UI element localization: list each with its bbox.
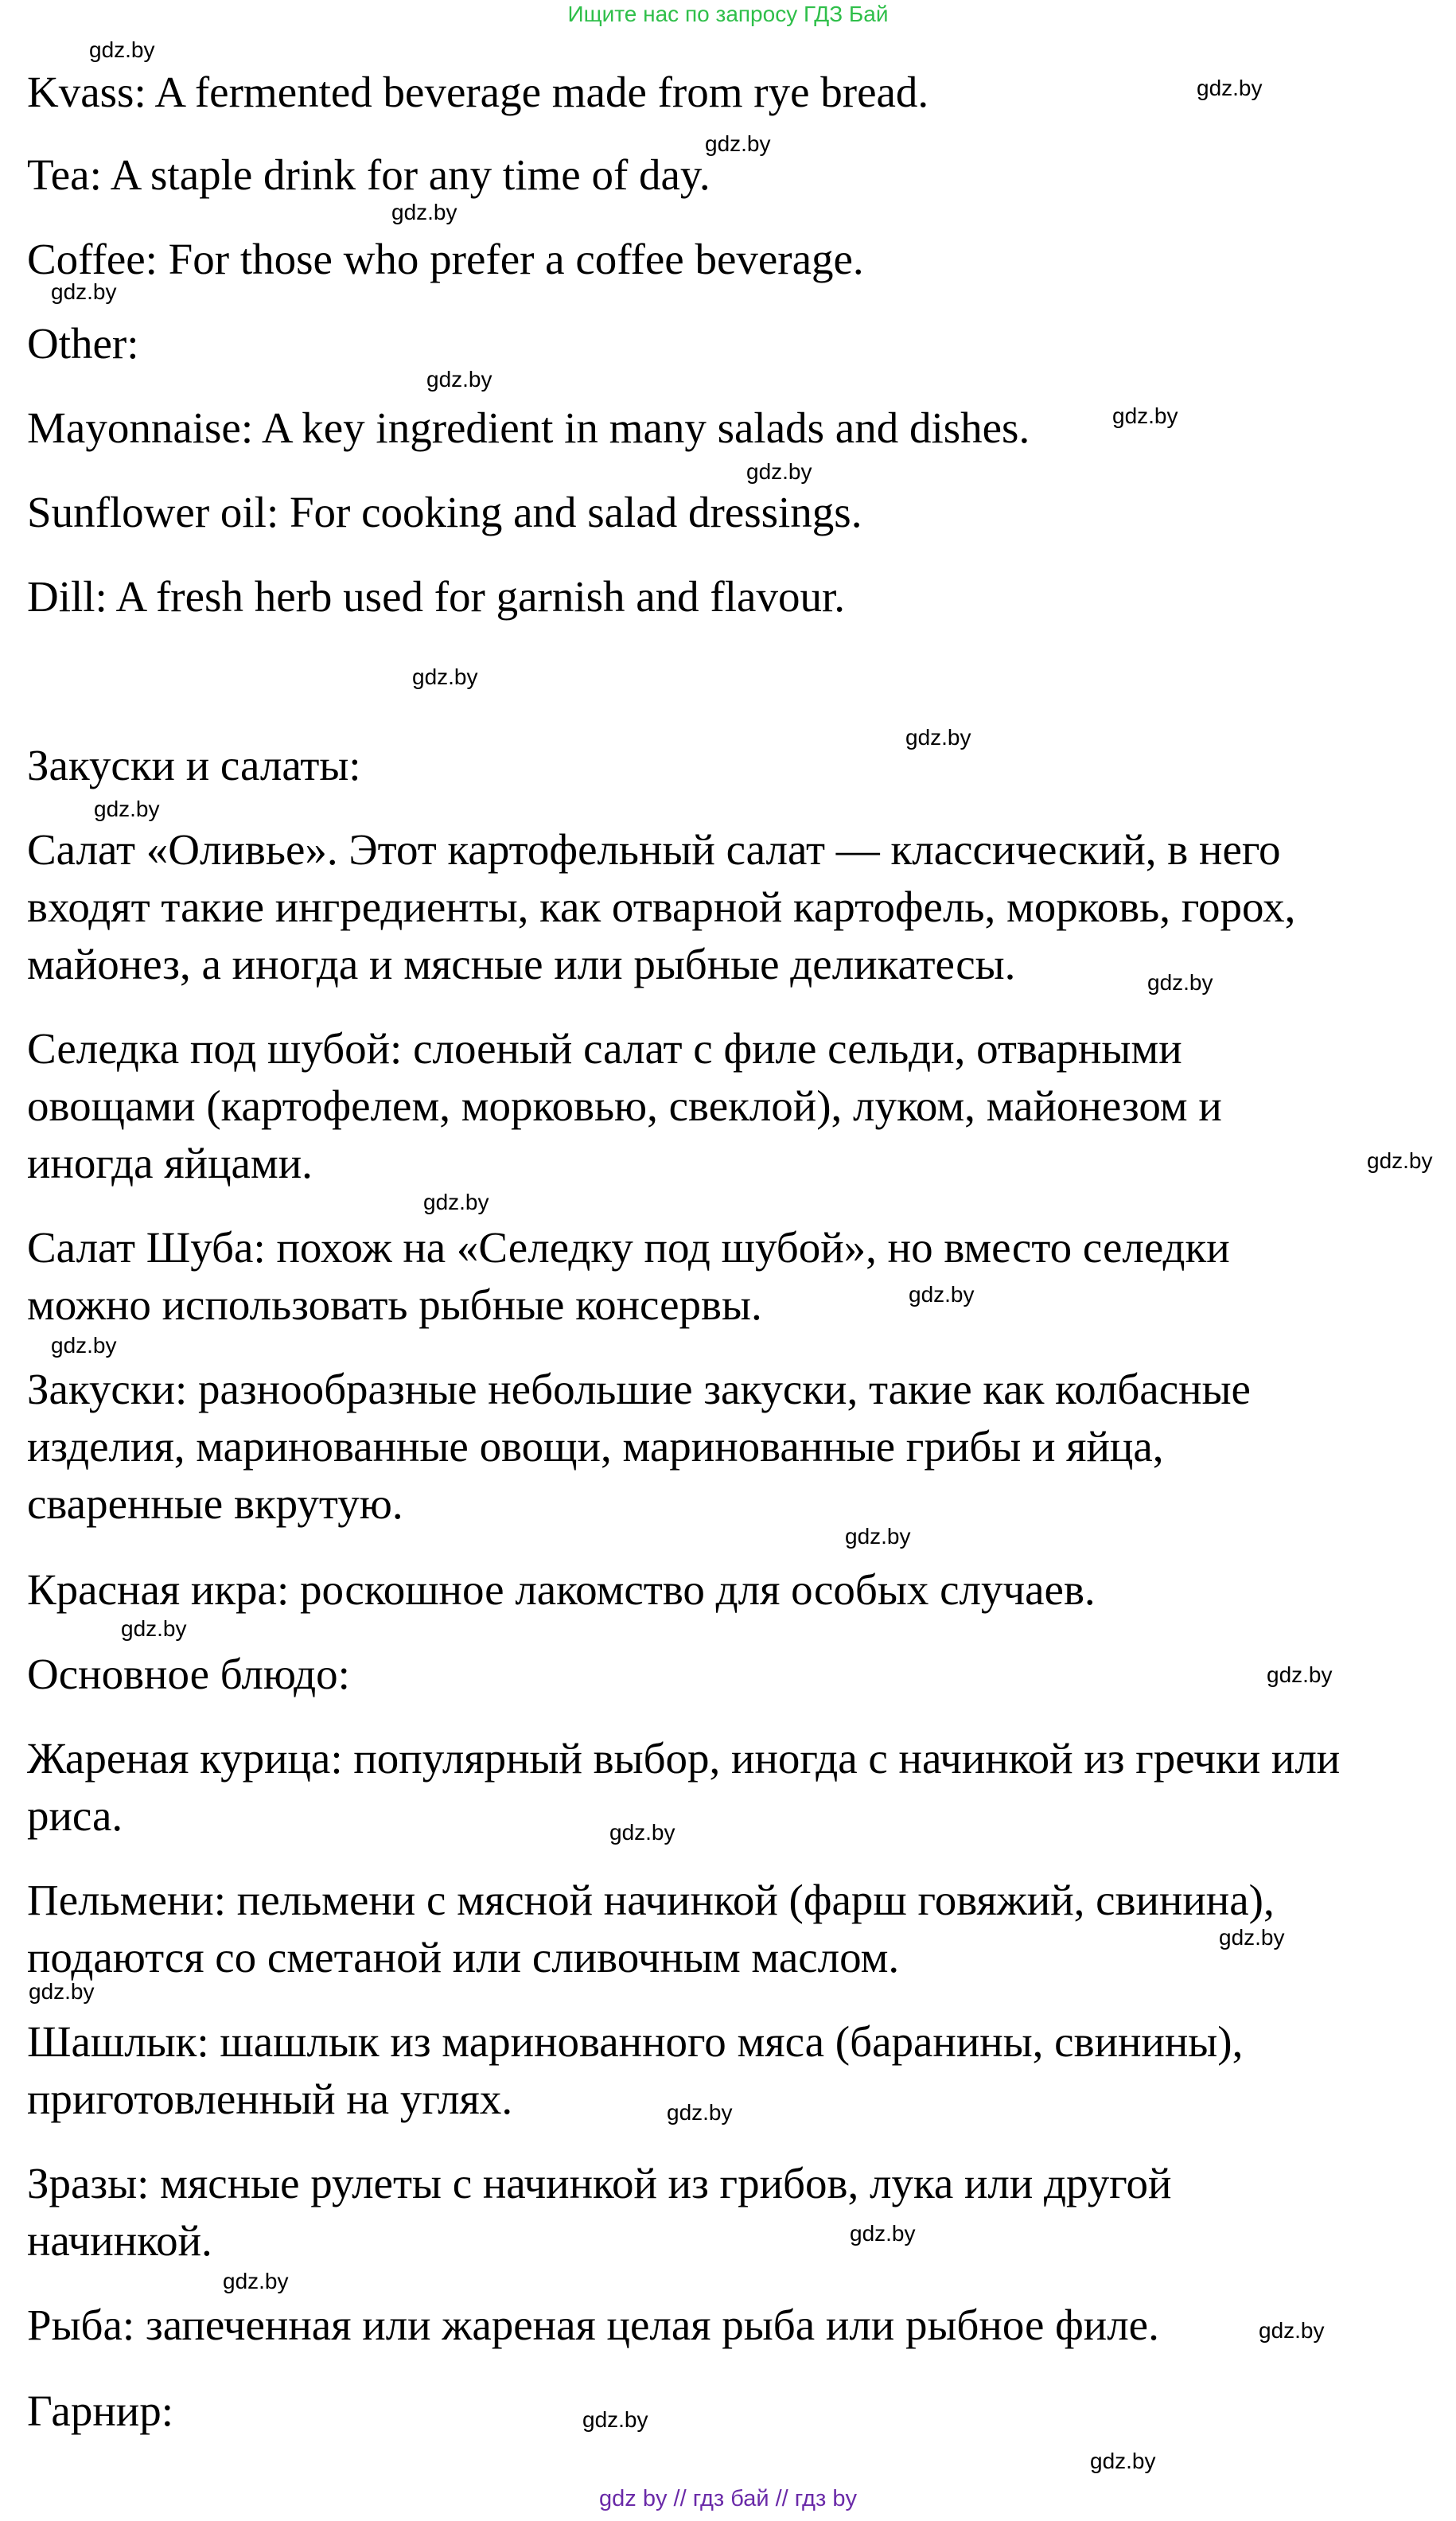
watermark: gdz.by — [1090, 2449, 1156, 2473]
watermark: gdz.by — [582, 2407, 648, 2432]
page-footer: gdz by // гдз бай // гдз by — [599, 2486, 857, 2511]
watermark: gdz.by — [909, 1282, 975, 1307]
watermark: gdz.by — [845, 1524, 911, 1549]
text-line: изделия, маринованные овощи, маринованные грибы и яйца, — [27, 1422, 1164, 1471]
section-heading: Основное блюдо: — [27, 1650, 350, 1698]
watermark: gdz.by — [609, 1820, 675, 1845]
watermark: gdz.by — [746, 459, 812, 484]
text-line: Шашлык: шашлык из маринованного мяса (баранины, свинины), — [27, 2017, 1244, 2066]
text-line: Закуски: разнообразные небольшие закуски, такие как колбасные — [27, 1365, 1251, 1413]
text-line: сваренные вкрутую. — [27, 1479, 403, 1528]
text-line: Пельмени: пельмени с мясной начинкой (фарш говяжий, свинина), — [27, 1876, 1275, 1924]
watermark: gdz.by — [51, 1333, 117, 1358]
text-line: Tea: A staple drink for any time of day. — [27, 150, 710, 199]
text-line: Mayonnaise: A key ingredient in many salads and dishes. — [27, 403, 1030, 452]
watermark: gdz.by — [667, 2100, 733, 2125]
text-line: Dill: A fresh herb used for garnish and flavour. — [27, 572, 845, 621]
watermark: gdz.by — [1219, 1925, 1285, 1950]
watermark: gdz.by — [905, 725, 971, 750]
section-heading: Закуски и салаты: — [27, 741, 361, 789]
text-line: Салат Шуба: похож на «Селедку под шубой», но вместо селедки — [27, 1223, 1230, 1272]
text-line: Other: — [27, 319, 139, 368]
watermark: gdz.by — [1197, 76, 1263, 100]
watermark: gdz.by — [1112, 403, 1178, 428]
watermark: gdz.by — [223, 2269, 289, 2293]
text-line: Рыба: запеченная или жареная целая рыба или рыбное филе. — [27, 2301, 1159, 2349]
watermark: gdz.by — [1259, 2318, 1325, 2343]
text-line: Жареная курица: популярный выбор, иногда с начинкой из гречки или — [27, 1734, 1341, 1783]
text-line: риса. — [27, 1791, 123, 1840]
page-header: Ищите нас по запросу ГДЗ Бай — [567, 2, 889, 26]
watermark: gdz.by — [89, 37, 155, 62]
text-line: майонез, а иногда и мясные или рыбные деликатесы. — [27, 940, 1016, 988]
text-line: можно использовать рыбные консервы. — [27, 1280, 762, 1329]
text-line: Coffee: For those who prefer a coffee beverage. — [27, 235, 864, 283]
text-line: Зразы: мясные рулеты с начинкой из грибов, лука или другой — [27, 2159, 1172, 2207]
text-line: иногда яйцами. — [27, 1139, 313, 1187]
watermark: gdz.by — [51, 279, 117, 304]
watermark: gdz.by — [1367, 1148, 1433, 1173]
watermark: gdz.by — [1267, 1662, 1333, 1687]
watermark: gdz.by — [29, 1979, 95, 2004]
text-line: Селедка под шубой: слоеный салат с филе сельди, отварными — [27, 1024, 1182, 1073]
text-line: подаются со сметаной или сливочным маслом. — [27, 1933, 900, 1981]
text-line: Sunflower oil: For cooking and salad dressings. — [27, 488, 862, 536]
watermark: gdz.by — [423, 1190, 489, 1214]
text-line: овощами (картофелем, морковью, свеклой), луком, майонезом и — [27, 1081, 1222, 1130]
text-line: входят такие ингредиенты, как отварной картофель, морковь, горох, — [27, 883, 1296, 931]
text-line: начинкой. — [27, 2216, 212, 2265]
watermark: gdz.by — [412, 664, 478, 689]
watermark: gdz.by — [121, 1616, 187, 1641]
text-line: Kvass: A fermented beverage made from rye bread. — [27, 68, 929, 116]
text-line: Салат «Оливье». Этот картофельный салат — классический, в него — [27, 825, 1281, 874]
text-line: Красная икра: роскошное лакомство для особых случаев. — [27, 1565, 1096, 1614]
watermark: gdz.by — [391, 200, 457, 224]
watermark: gdz.by — [850, 2221, 916, 2246]
watermark: gdz.by — [705, 131, 771, 156]
watermark: gdz.by — [94, 797, 160, 821]
text-line: приготовленный на углях. — [27, 2075, 513, 2123]
watermark: gdz.by — [1147, 970, 1213, 995]
watermark: gdz.by — [426, 367, 492, 392]
section-heading: Гарнир: — [27, 2387, 173, 2435]
